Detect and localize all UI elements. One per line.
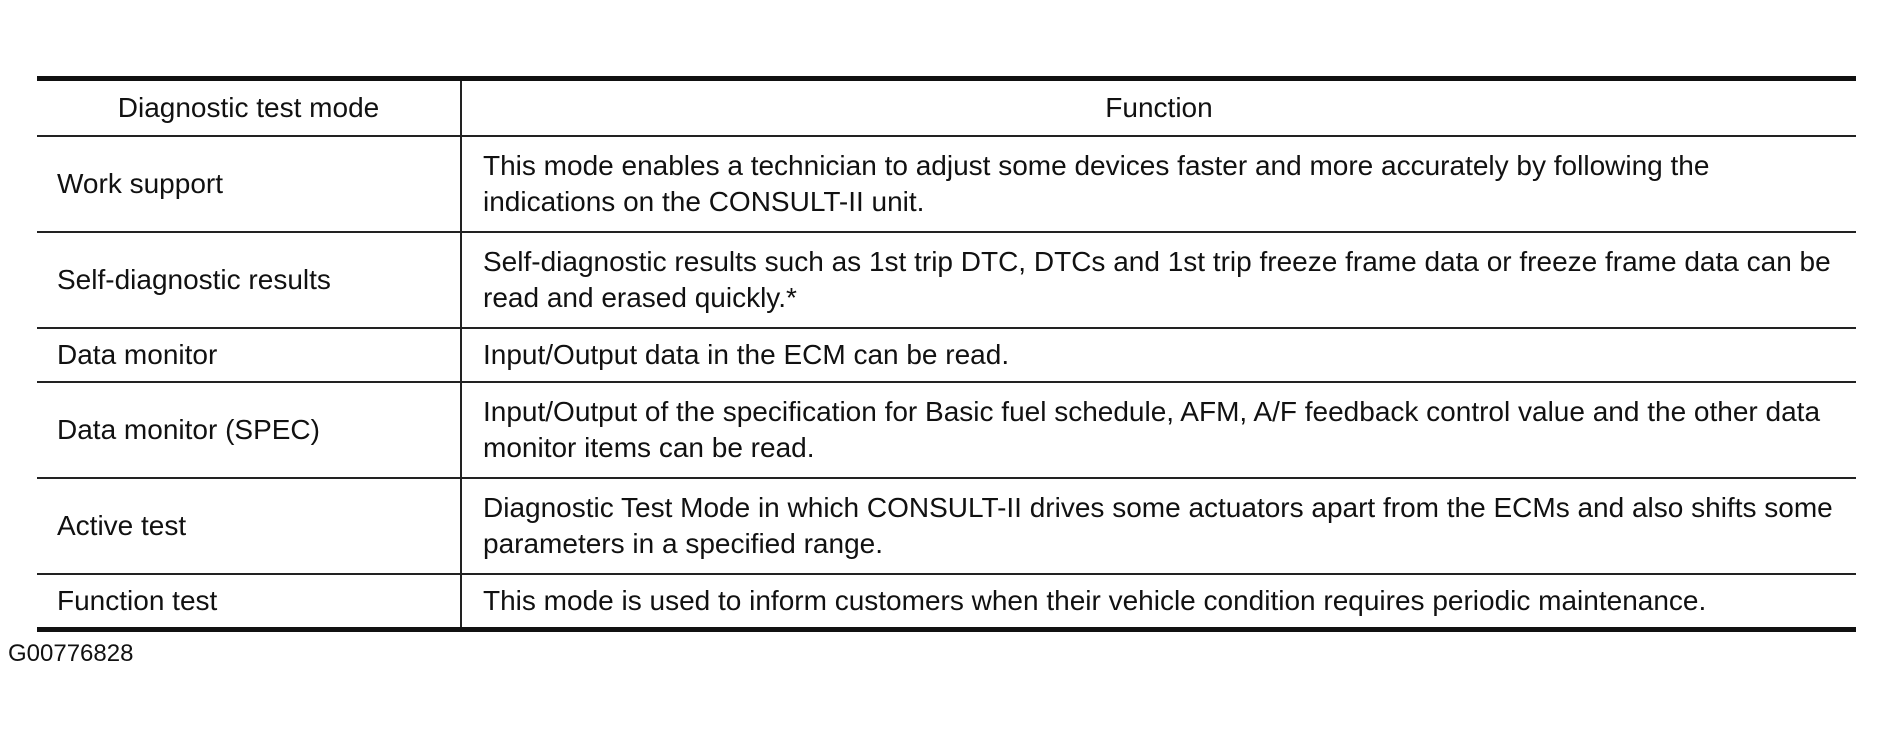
table-row-work-support <box>37 136 1856 232</box>
table-row-self-diagnostic-results <box>37 232 1856 328</box>
function-cell: This mode enables a technician to adjust some devices faster and more accurately by following the indications on the CONSULT-II unit. <box>461 136 1856 232</box>
function-cell: This mode is used to inform customers when their vehicle condition requires periodic maintenance. <box>483 585 1707 616</box>
diagnostic-mode-table-container <box>37 76 1856 632</box>
table-row-active-test <box>37 478 1856 574</box>
mode-cell: Function test <box>37 574 461 630</box>
figure-id: G00776828 <box>8 640 134 667</box>
mode-cell: Self-diagnostic results <box>37 232 461 328</box>
column-header-mode: Diagnostic test mode <box>37 79 461 137</box>
function-cell: Input/Output data in the ECM can be read. <box>461 328 1856 382</box>
table-row-data-monitor-spec <box>37 382 1856 478</box>
table-row-data-monitor <box>37 328 1856 382</box>
column-header-function: Function <box>461 79 1856 137</box>
diagnostic-mode-table <box>37 76 1856 632</box>
mode-cell: Active test <box>37 478 461 574</box>
function-cell: Diagnostic Test Mode in which CONSULT-II drives some actuators apart from the ECMs and also shifts some parameters in a specified range. <box>461 478 1856 574</box>
function-cell: Self-diagnostic results such as 1st trip DTC, DTCs and 1st trip freeze frame data or freeze frame data can be read and erased quickly.* <box>461 232 1856 328</box>
function-cell: Input/Output of the specification for Basic fuel schedule, AFM, A/F feedback control value and the other data monitor items can be read. <box>461 382 1856 478</box>
table-row-function-test <box>37 574 1856 630</box>
mode-cell: Data monitor (SPEC) <box>37 382 461 478</box>
mode-cell: Work support <box>37 136 461 232</box>
mode-cell: Data monitor <box>37 328 461 382</box>
table-header-row <box>37 79 1856 137</box>
